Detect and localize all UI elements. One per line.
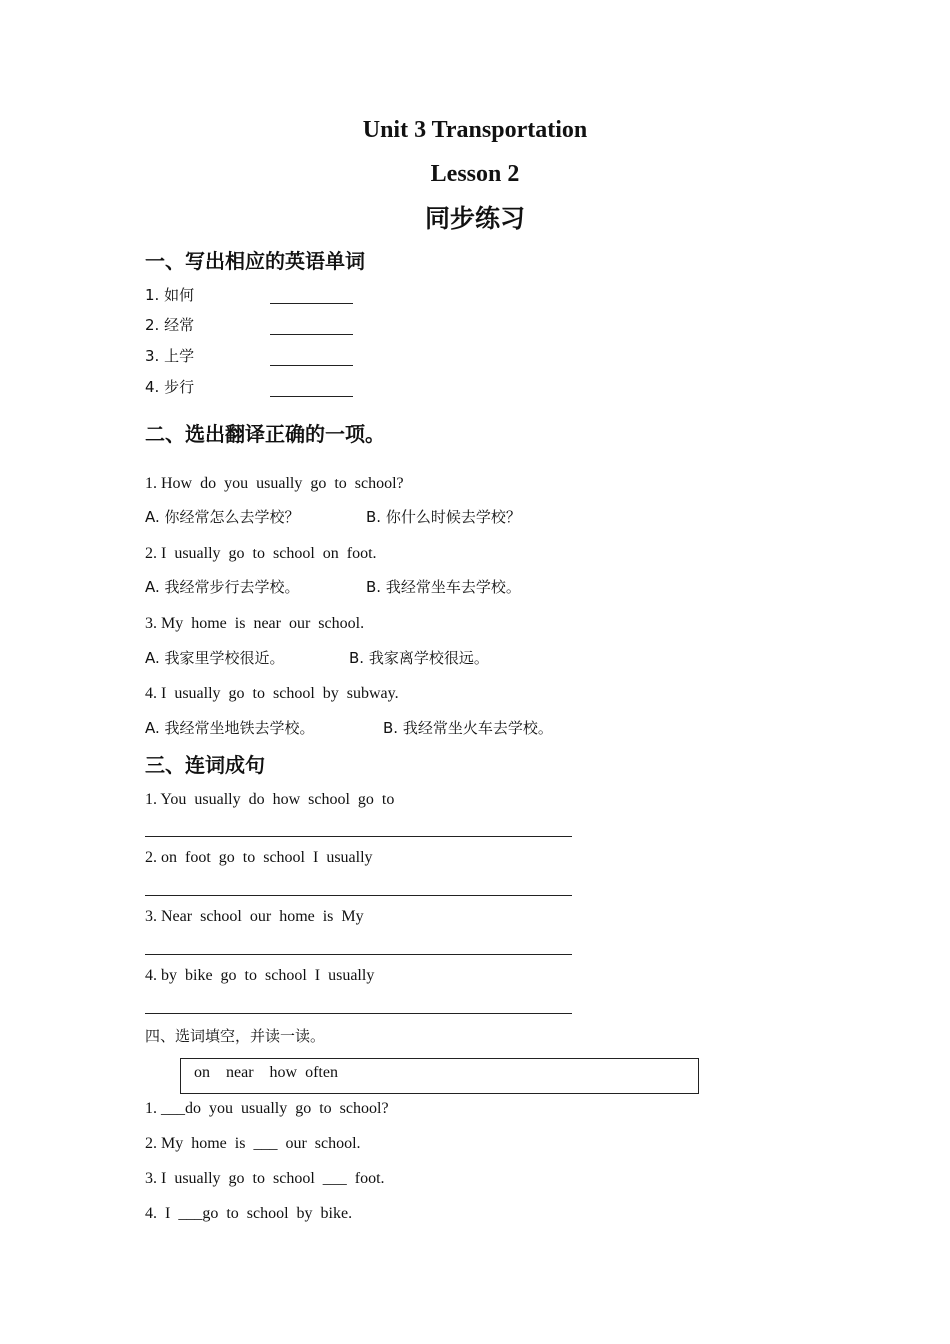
option-a[interactable]: A. 我经常步行去学校。 bbox=[145, 578, 300, 596]
option-b[interactable]: B. 我经常坐火车去学校。 bbox=[383, 719, 553, 737]
section1-item: 1. 如何 bbox=[145, 286, 195, 304]
exercise-subtitle: 同步练习 bbox=[424, 204, 525, 233]
question-text: 1. How do you usually go to school? bbox=[145, 475, 404, 492]
option-b[interactable]: B. 你什么时候去学校？ bbox=[366, 508, 521, 526]
section1-heading: 一、写出相应的英语单词 bbox=[145, 249, 365, 273]
scrambled-sentence: 3. Near school our home is My bbox=[145, 908, 364, 925]
option-b[interactable]: B. 我家离学校很远。 bbox=[349, 649, 489, 667]
section4-heading: 四、选词填空，并读一读。 bbox=[145, 1027, 326, 1045]
answer-blank[interactable] bbox=[270, 365, 353, 366]
question-text: 2. I usually go to school on foot. bbox=[145, 545, 377, 562]
word-bank-box bbox=[180, 1058, 699, 1094]
section1-item: 2. 经常 bbox=[145, 316, 195, 334]
fill-blank-sentence: 1. ___do you usually go to school? bbox=[145, 1100, 389, 1117]
scrambled-sentence: 1. You usually do how school go to bbox=[145, 791, 395, 808]
fill-blank-sentence: 3. I usually go to school ___ foot. bbox=[145, 1170, 385, 1187]
fill-blank-sentence: 4. I ___go to school by bike. bbox=[145, 1205, 353, 1222]
section1-item: 4. 步行 bbox=[145, 378, 195, 396]
answer-blank[interactable] bbox=[270, 303, 353, 304]
fill-blank-sentence: 2. My home is ___ our school. bbox=[145, 1135, 361, 1152]
option-a[interactable]: A. 你经常怎么去学校？ bbox=[145, 508, 300, 526]
scrambled-sentence: 2. on foot go to school I usually bbox=[145, 849, 373, 866]
option-a[interactable]: A. 我经常坐地铁去学校。 bbox=[145, 719, 315, 737]
answer-line[interactable] bbox=[145, 836, 572, 837]
page-title: Unit 3 Transportation bbox=[362, 117, 588, 143]
scrambled-sentence: 4. by bike go to school I usually bbox=[145, 967, 375, 984]
question-text: 3. My home is near our school. bbox=[145, 615, 365, 632]
answer-blank[interactable] bbox=[270, 334, 353, 335]
answer-line[interactable] bbox=[145, 1013, 572, 1014]
answer-line[interactable] bbox=[145, 954, 572, 955]
option-a[interactable]: A. 我家里学校很近。 bbox=[145, 649, 285, 667]
section2-heading: 二、选出翻译正确的一项。 bbox=[145, 422, 385, 446]
answer-line[interactable] bbox=[145, 895, 572, 896]
lesson-title: Lesson 2 bbox=[430, 161, 520, 187]
question-text: 4. I usually go to school by subway. bbox=[145, 685, 399, 702]
section1-item: 3. 上学 bbox=[145, 347, 195, 365]
answer-blank[interactable] bbox=[270, 396, 353, 397]
section3-heading: 三、连词成句 bbox=[145, 753, 265, 777]
word-bank: on near how often bbox=[194, 1064, 338, 1081]
option-b[interactable]: B. 我经常坐车去学校。 bbox=[366, 578, 521, 596]
